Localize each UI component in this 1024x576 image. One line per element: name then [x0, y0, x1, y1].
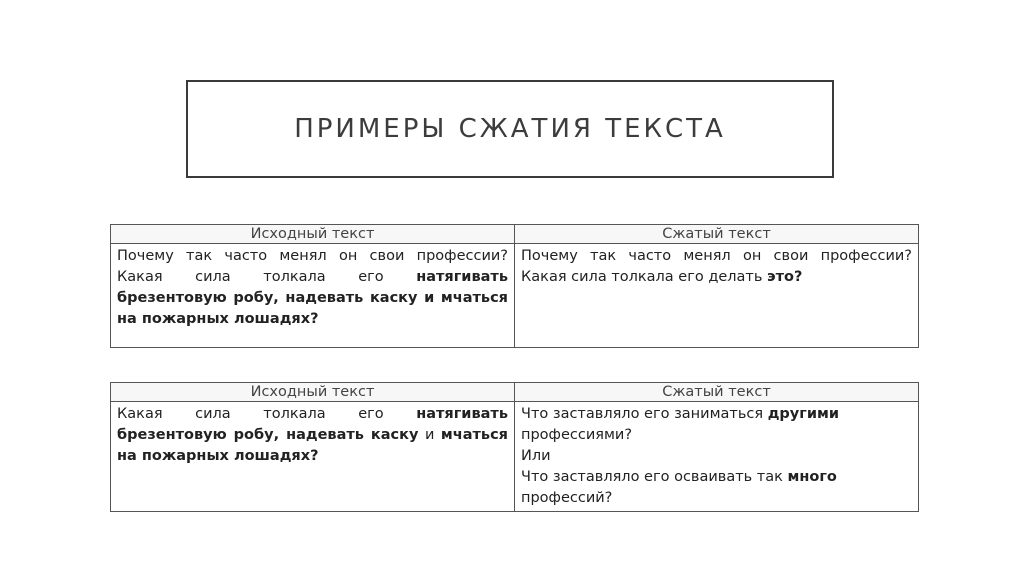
- source-mid-text: и: [418, 427, 441, 443]
- compressed-line-3: [521, 467, 912, 488]
- source-text-cell: [111, 402, 515, 512]
- header-compressed: Сжатый текст: [515, 225, 919, 244]
- compressed-line-4: профессий?: [521, 490, 613, 506]
- table-row: [111, 244, 919, 348]
- compressed-line-3-bold: много: [787, 469, 837, 485]
- compressed-line-1-plain: Что заставляло его заниматься: [521, 406, 768, 422]
- header-compressed: Сжатый текст: [515, 383, 919, 402]
- compressed-plain-text: Почему так часто менял он свои профессии? Какая сила толкала его делать: [521, 248, 912, 285]
- source-plain-text: Какая сила толкала его: [117, 406, 417, 422]
- source-plain-text: Почему так часто менял он свои профессии? Какая сила толкала его: [117, 248, 508, 285]
- compressed-line-3-plain: Что заставляло его осваивать так: [521, 469, 788, 485]
- source-bold-text-2: мчаться на пожарных лошадях?: [117, 427, 508, 464]
- source-bold-text-1: натягивать брезентовую робу, надевать каску: [117, 406, 508, 443]
- source-text-cell: [111, 244, 515, 348]
- compressed-line-2: профессиями?: [521, 427, 633, 443]
- table-row: [111, 402, 919, 512]
- compressed-bold-text: это?: [767, 269, 803, 285]
- compressed-line-1-bold: другими: [767, 406, 839, 422]
- header-source: Исходный текст: [111, 225, 515, 244]
- compressed-or: Или: [521, 448, 551, 464]
- slide-title: ПРИМЕРЫ СЖАТИЯ ТЕКСТА: [294, 114, 726, 144]
- compressed-line-1: [521, 404, 912, 425]
- table-header-row: [111, 225, 919, 244]
- compressed-text-cell: [515, 244, 919, 348]
- source-bold-text: натягивать брезентовую робу, надевать каску и мчаться на пожарных лошадях?: [117, 269, 508, 327]
- header-source: Исходный текст: [111, 383, 515, 402]
- table-header-row: [111, 383, 919, 402]
- comparison-table-2: [110, 382, 919, 512]
- slide-title-box: [186, 80, 834, 178]
- comparison-table-1: [110, 224, 919, 348]
- compressed-text-cell: [515, 402, 919, 512]
